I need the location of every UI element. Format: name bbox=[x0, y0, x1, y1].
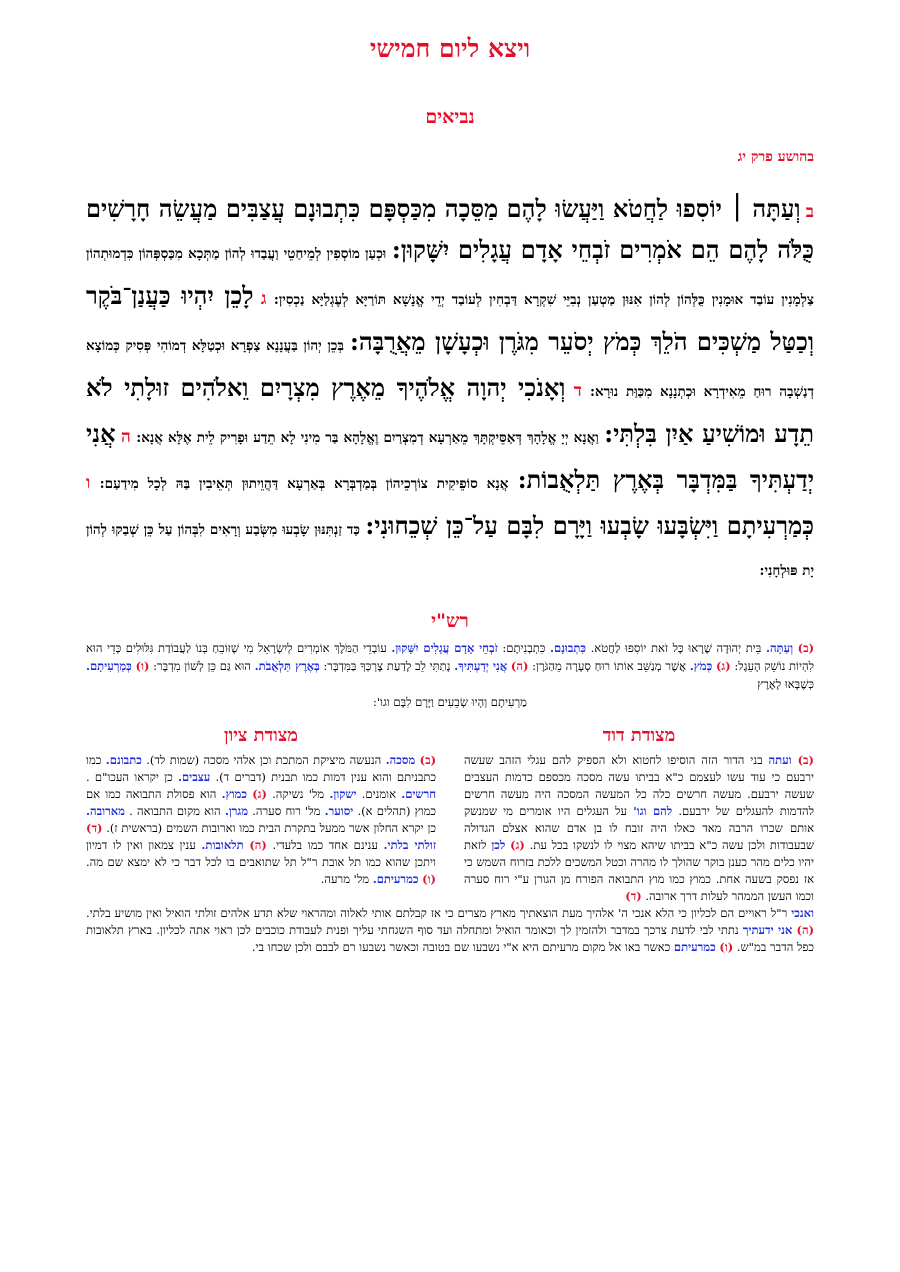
md-text: על העגלים היו אומרים מי שמנשק אותם שכרו הרבה מאד כאלו היה זובח לו בן אדם שהוא אצלם הגדולה שבעבודות ולכן עשה כ"א בביתו שיהא מצוי לו לנשקו בכל עת. bbox=[464, 804, 815, 852]
mt-head: מארובה. bbox=[86, 804, 125, 818]
md-num: (ה) bbox=[796, 923, 815, 937]
metzudat-david-title: מצודת דוד bbox=[602, 725, 676, 746]
targum-text: בְּכֵן יְהוֹן בַּעֲנָנָא צַפְרָא וּכְטַלָּא דְמוֹהִי פְּסִיק כְּמוֹצָא דְנַשְׁבָה רוּחַ מֵאִידְרָא וּכְתְנָנָא מִכַּוַּת נוּרָא: bbox=[86, 338, 814, 400]
targum-text: וַאֲנָא יְיָ אֱלָהָךְ דְּאַסֵּיקְתָּךְ מֵאַרְעָא דְמִצְרַיִם וֶאֱלָהָא בַּר מִינִי לָא תֵדַע וּפָרִיק לֵית אֶלָּא אֲנָא: bbox=[136, 430, 599, 446]
rashi-head: אֲנִי יְדַעְתִּיךָ. bbox=[454, 659, 508, 673]
rashi-text: הוּא גַּם כֵּן לְשׁוֹן מִדְבָּר: bbox=[153, 659, 251, 673]
mt-text: הנעשה מיציקת המתכת וכן אלהי מסכה (שמות לד). bbox=[146, 753, 382, 767]
rashi-num: (ו) bbox=[135, 659, 150, 673]
metzudat-tzion-column bbox=[86, 725, 436, 905]
rashi-text: כְּשֶׁבָּאוּ לָאֶרֶץ bbox=[757, 677, 814, 691]
mt-head: ישקון. bbox=[329, 787, 357, 801]
verse-number: ד bbox=[573, 381, 582, 401]
mt-text: הוא פסולת התבואה כמו אם כמוץ (תהלים א). bbox=[86, 787, 437, 818]
mt-num: (ו) bbox=[422, 872, 436, 886]
md-head: להם וגו' bbox=[633, 804, 673, 818]
mt-head: תלאובות. bbox=[201, 838, 244, 852]
md-head: לכן bbox=[491, 838, 506, 852]
rashi-text: כִּתְבְנִיתָם: bbox=[502, 641, 546, 655]
commentary-columns bbox=[86, 725, 814, 905]
verse-number: ו bbox=[86, 473, 91, 493]
mt-num: (ב) bbox=[419, 753, 437, 767]
mt-head: חרשים. bbox=[401, 787, 437, 801]
mt-text: הוא מקום התבואה . bbox=[129, 804, 221, 818]
mt-text: כן יקראו העכו"ם . bbox=[86, 770, 173, 784]
rashi-commentary bbox=[86, 639, 814, 711]
rashi-text: עוֹבְדֵי הַמֹּלֶךְ אוֹמְרִים לְיִשְׂרָאֵל מִי שֶׁזּוֹבֵחַ בְּנוֹ לַעֲבוֹדַת גִּלּוּלִים כְּדֵי הוּא לִהְיוֹת נוֹשֵׁק הָעֵגֶל: bbox=[86, 641, 815, 673]
verse-text: לָכֵן יִהְיוּ כַּעֲנַן־בֹּקֶר וְכַטַּל מַשְׁכִּים הֹלֵךְ כְּמֹץ יְסֹעֵר מִגֹּרֶן וּכְעָשָׁן מֵאֲרֻבָּה: bbox=[86, 281, 815, 356]
md-num: (ד) bbox=[625, 889, 642, 903]
mt-text: מל' מרעה. bbox=[320, 872, 370, 886]
main-text bbox=[86, 188, 814, 592]
rashi-head: זֹבְחֵי אָדָם עֲגָלִים יִשָּׁקוּן. bbox=[391, 641, 498, 655]
mt-text: ענין צמאון ואין לו דמיון ויתכן שהוא כמו תל אובת ר"ל תל שתואבים בו לכל דבר כי לא ימצא שם מה. bbox=[86, 838, 436, 869]
md-head: אני ידעתיך bbox=[742, 923, 793, 937]
md-text: כאשר באו אל מקום מרעיתם היא א"י נשבעו שם בטובה וכאשר נשבעו רם לבבם ולכן שכחו בי. bbox=[251, 940, 671, 954]
rashi-num: (ג) bbox=[715, 659, 731, 673]
page-title: ויצא ליום חמישי bbox=[369, 34, 531, 63]
rashi-text: אֲשֶׁר מְנַשֵּׁב אוֹתוֹ רוּחַ סְעָרָה מֵהַגֹּרֶן: bbox=[532, 659, 687, 673]
md-num: (ו) bbox=[719, 940, 734, 954]
rashi-num: (ה) bbox=[510, 659, 529, 673]
chapter-label: בהושע פרק יג bbox=[737, 149, 814, 165]
rashi-head: כְּמֹץ. bbox=[689, 659, 713, 673]
metzudat-david-body bbox=[464, 752, 814, 905]
mt-text: אומנים. bbox=[361, 787, 396, 801]
mt-head: עצבים. bbox=[178, 770, 211, 784]
rashi-closing: מַרְעִיתָם וְהָיוּ שְׂבֵעִים וַיָּרָם לִבָּם וגו': bbox=[373, 695, 527, 709]
metzudat-tzion-title: מצודת ציון bbox=[224, 725, 298, 746]
mt-text: מל' רוח סערה. bbox=[252, 804, 321, 818]
mt-head: זולתי בלתי. bbox=[383, 838, 437, 852]
mt-head: יסוער. bbox=[324, 804, 354, 818]
md-head: ועתה bbox=[768, 753, 792, 767]
mt-head: כתבונם. bbox=[105, 753, 142, 767]
rashi-num: (ב) bbox=[797, 641, 815, 655]
rashi-head: כִּתְבוּנָם. bbox=[550, 641, 587, 655]
mt-text: כן יקרא החלון אשר ממעל בתקרת הבית כמו וארובות השמים (בראשית ז). bbox=[106, 821, 436, 835]
verse-text: כְּמַרְעִיתָם וַיִּשְׂבָּעוּ שָׂבְעוּ וַיָּרָם לִבָּם עַל־כֵּן שְׁכֵחוּנִי: bbox=[365, 511, 814, 540]
metzudat-david-continuation bbox=[86, 905, 814, 956]
mt-head: כמוץ. bbox=[221, 787, 247, 801]
mt-head: מסכה. bbox=[385, 753, 416, 767]
section-title: נביאים bbox=[425, 106, 475, 128]
mt-num: (ד) bbox=[86, 821, 103, 835]
mt-num: (ג) bbox=[252, 787, 267, 801]
md-head: ואנכי bbox=[791, 906, 814, 920]
rashi-text: נָתַתִּי לֵב לָדַעַת צָרְכְּךָ בַּמִּדְבָּר: bbox=[323, 659, 451, 673]
mt-text: כמו כתבניתם והוא ענין דמות כמו תבנית (דברים ד). bbox=[86, 753, 437, 784]
mt-text: ענינם אחד כמו בלעדי. bbox=[272, 838, 378, 852]
md-num: (ג) bbox=[510, 838, 525, 852]
rashi-title: רש"י bbox=[431, 610, 469, 632]
mt-num: (ה) bbox=[249, 838, 267, 852]
verse-text: וְאָנֹכִי יְהוָה אֱלֹהֶיךָ מֵאֶרֶץ מִצְרָיִם וֵאלֹהִים זוּלָתִי לֹא תֵדָע וּמוֹשִׁיעַ אַיִן בִּלְתִּי: bbox=[86, 373, 814, 448]
targum-text: וּכְעַן מוֹסְפִין לְמֵיחַטֵי וַעֲבַדוּ לְהוֹן מַתְּכָא מִכַּסְפְּהוֹן כִּדְמוּתְהוֹן צַלְמָנִין עוֹבַד אוּמָנִין כֻּלְּהוֹן לְהוֹן אִנּוּן מַטְעַן נְבִיֵּי שִׁקְרָא דַּבְחִין לְעוֹבַד יְדֵי אֱנָשָׁא תּוֹרַיָּא לְעֶגְלַיָּא נַכְסִין: bbox=[86, 246, 815, 308]
metzudat-david-column bbox=[464, 725, 814, 905]
targum-text: אֲנָא סוֹפֵיקִית צוֹרְכֵיהוֹן בְּמַדְבְּרָא בְּאַרְעָא דַּהֲוֵיתוּן תְּאֵיבִין בַּהּ לְכָל מִידַעַם: bbox=[99, 476, 509, 492]
verse-text: וְעַתָּה ׀ יוֹסִפוּ לַחֲטֹא וַיַּעֲשׂוּ לָהֶם מַסֵּכָה מִכַּסְפָּם כִּתְבוּנָם עֲצַבִּים מַעֲשֵׂה חָרָשִׁים כֻּלֹּה לָהֶם הֵם אֹמְרִים זֹבְחֵי אָדָם עֲגָלִים יִשָּׁקוּן: bbox=[86, 194, 814, 264]
rashi-head: בְּאֶרֶץ תַּלְאֻבֹת. bbox=[254, 659, 320, 673]
md-text: לזאת יהיו כלים מהר כענן בוקר שהולך לו מהרה וכטל המשכים ללכת בזרוח השמש כי אז נפסק בשעה אחת. כמוץ כמו מוץ התבואה הפורח מן הגורן ע"י רוח סערה וכמו העשן הממהר לעלות דרך ארובה. bbox=[464, 838, 814, 903]
verse-block bbox=[86, 188, 814, 592]
rashi-head: וְעַתָּה. bbox=[765, 641, 794, 655]
md-text: נתתי לבי לדעת צרכך במדבר ולהזמין לך וכאומר הואיל ומתחלה ועד סוף השגחתי עליך ופנית לעבודת כוכבים לכן ראוי אתה לכליון. בארץ תלאובות כפל הדבר במ"ש. bbox=[86, 923, 814, 954]
verse-text: אֲנִי יְדַעְתִּיךָ בַּמִּדְבָּר בְּאֶרֶץ תַּלְאֻבוֹת: bbox=[86, 419, 815, 494]
rashi-head: כְּמַרְעִיתָם. bbox=[86, 659, 132, 673]
mt-head: כמרעיתם. bbox=[372, 872, 419, 886]
md-text: ר"ל ראויים הם לכליון כי הלא אנכי ה' אלהיך מעת הוצאתיך מארץ מצרים כי אז קבלתם אותי לאלוה ומהראוי שלא תדע אלהים זולתי הואיל ואין מושיע בלתי. bbox=[86, 906, 788, 920]
mt-head: מגרן. bbox=[224, 804, 249, 818]
verse-number: ב bbox=[805, 202, 814, 222]
md-head: כמרעיתם bbox=[673, 940, 716, 954]
rashi-text: בֵּית יְהוּדָה שֶׁרָאוּ כָּל זֹאת יוֹסִפוּ לַחֲטֹא. bbox=[590, 641, 762, 655]
md-text: בני הדור הזה הוסיפו לחטוא ולא הספיק להם עגלי הזהב שעשה ירבעם כי עוד עשו לעצמם כ"א בביתו עשה מסכה מכספם כדמות העצבים שעשה ירבעם. מעשה חרשים כלה כל המעשה המסכה היה מעשה חרשים להדמות להעגלים של ירבעם. bbox=[464, 753, 815, 818]
verse-number: ה bbox=[120, 427, 131, 447]
verse-number: ג bbox=[260, 289, 267, 309]
targum-text: כַּד זַנְתִּנּוּן שָׂבְעוּ מִשְּׂבַע וְרָאִים לִבְּהוֹן עַל כֵּן שְׁבַקוּ לְהוֹן יָת פּוּלְחָנִי: bbox=[86, 522, 814, 579]
md-num: (ב) bbox=[797, 753, 815, 767]
mt-text: מל' נשיקה. bbox=[272, 787, 325, 801]
metzudat-tzion-body bbox=[86, 752, 436, 888]
